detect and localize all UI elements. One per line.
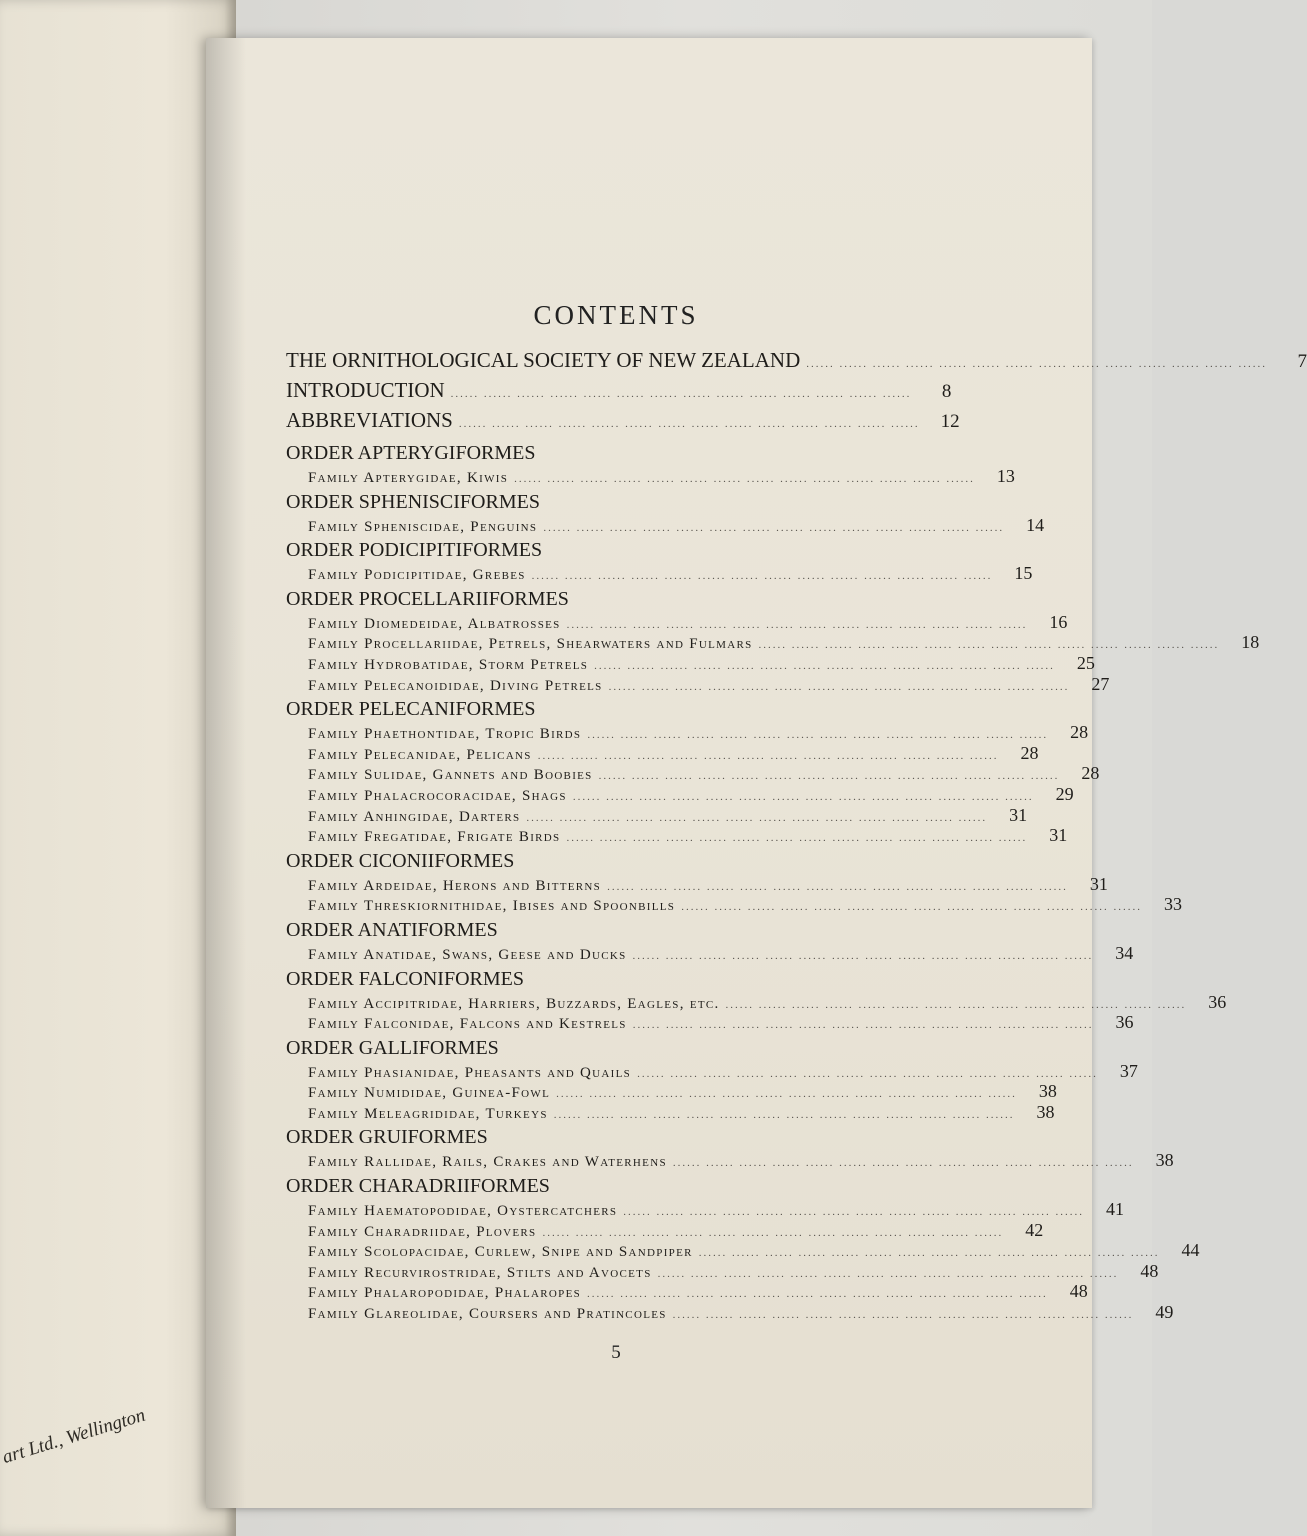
family-entry [286,1219,1044,1241]
family-entry-label: Family Podicipitidae, Grebes [308,567,526,584]
family-entry-page: 29 [1055,783,1074,804]
family-entry [286,942,1134,964]
order-group [286,1036,1138,1123]
family-entry-label: Family Diomedeidae, Albatrosses [308,615,561,632]
toc-entry [286,348,1307,378]
dot-leader: ...... ...... ...... ...... ...... ...... ...... ...... ...... ...... ...... ...... ...... ...... [553,1108,1015,1121]
dot-leader: ...... ...... ...... ...... ...... ...... ...... ...... ...... ...... ...... ...... ...... ...... [514,473,975,485]
family-entry-page: 38 [1036,1101,1055,1122]
family-entry-label: Family Haematopodidae, Oystercatchers [308,1203,618,1220]
dot-leader: ...... ...... ...... ...... ...... ...... ...... ...... ...... ...... ...... ...... ...... ...... [657,1267,1119,1280]
family-entry-page: 15 [1014,563,1033,584]
family-entry [286,873,1108,895]
page-title: CONTENTS [533,300,699,330]
family-entry-label: Family Scolopacidae, Curlew, Snipe and Sandpiper [308,1244,693,1261]
dot-leader: ...... ...... ...... ...... ...... ...... ...... ...... ...... ...... ...... ...... ...... ...... [637,1067,1098,1080]
family-entry [286,1281,1088,1302]
family-entry [286,722,1089,743]
family-entry-label: Family Falconidae, Falcons and Kestrels [308,1016,627,1033]
dot-leader: ...... ...... ...... ...... ...... ...... ...... ...... ...... ...... ...... ...... ...... ...... [758,639,1220,652]
family-entry [286,652,1095,674]
family-entry [286,466,1015,487]
dot-leader: ...... ...... ...... ...... ...... ...... ...... ...... ...... ...... ...... ...... ...... ...... [608,680,1070,693]
dot-leader: ...... ...... ...... ...... ...... ...... ...... ...... ...... ...... ...... ...... ...... ...... [556,1088,1017,1101]
family-entry-label: Family Hydrobatidae, Storm Petrels [308,656,589,673]
family-entry [286,1060,1138,1082]
dot-leader: ...... ...... ...... ...... ...... ...... ...... ...... ...... ...... ...... ...... ...... ...... [542,1226,1004,1239]
order-group [286,442,1015,487]
family-entry-page: 41 [1106,1199,1125,1220]
dot-leader: ...... ...... ...... ...... ...... ...... ...... ...... ...... ...... ...... ...... ...... ...... [632,949,1094,962]
family-entry-label: Family Numididae, Guinea-Fowl [308,1085,551,1102]
dot-leader: ...... ...... ...... ...... ...... ...... ...... ...... ...... ...... ...... ...... ...... ...... [566,618,1028,631]
family-entry [286,611,1068,633]
order-group [286,1175,1200,1323]
family-entry-label: Family Spheniscidae, Penguins [308,518,538,535]
order-heading-label: ORDER CICONIIFORMES [286,849,515,872]
family-entry-label: Family Anhingidae, Darters [308,808,521,825]
order-heading-label: ORDER SPHENISCIFORMES [286,490,540,513]
family-entry-label: Family Phalaropodidae, Phalaropes [308,1285,582,1302]
order-heading [286,850,946,874]
spine-shadow [206,38,246,1508]
dot-leader: ...... ...... ...... ...... ...... ...... ...... ...... ...... ...... ...... ...... ...... ...... [537,749,999,762]
order-heading-label: ORDER ANATIFORMES [286,918,498,941]
family-entry-label: Family Anatidae, Swans, Geese and Ducks [308,946,627,963]
family-entry [286,1150,1174,1171]
order-heading-label: ORDER CHARADRIIFORMES [286,1175,550,1198]
family-entry-label: Family Meleagrididae, Turkeys [308,1105,548,1122]
family-entry [286,632,1260,653]
family-entry-page: 37 [1119,1060,1138,1081]
family-entry-label: Family Sulidae, Gannets and Boobies [308,767,593,784]
family-entry-page: 44 [1181,1240,1200,1261]
toc-entry [286,378,952,408]
dot-leader: ...... ...... ...... ...... ...... ...... ...... ...... ...... ...... ...... ...... ...... ...... [632,1019,1094,1032]
family-entry [286,894,1182,915]
dot-leader: ...... ...... ...... ...... ...... ...... ...... ...... ...... ...... ...... ...... ...... ...... [698,1247,1160,1260]
page-number: 5 [611,1342,621,1363]
dot-leader: ...... ...... ...... ...... ...... ...... ...... ...... ...... ...... ...... ...... ...... ...... [572,790,1034,803]
order-heading [286,698,946,722]
top-entries [286,348,1307,438]
family-entry-page: 34 [1115,942,1134,963]
family-entry [286,1101,1055,1123]
order-heading-label: ORDER APTERYGIFORMES [286,442,536,464]
family-entry [286,1012,1134,1033]
family-entry [286,804,1028,826]
family-entry [286,763,1100,784]
family-entry [286,673,1110,695]
family-entry-page: 31 [1009,804,1028,825]
family-entry-label: Family Pelecanoididae, Diving Petrels [308,677,603,694]
dot-leader: ...... ...... ...... ...... ...... ...... ...... ...... ...... ...... ...... ...... ...... ...... [543,521,1005,534]
family-entry-page: 36 [1115,1012,1134,1033]
table-of-contents [286,348,1307,1323]
printer-imprint: art Ltd., Wellington [0,1404,148,1469]
family-entry-label: Family Fregatidae, Frigate Birds [308,829,561,846]
dot-leader: ...... ...... ...... ...... ...... ...... ...... ...... ...... ...... ...... ...... ...... ...... [806,358,1267,370]
toc-entry-label: INTRODUCTION [286,378,445,402]
family-entry [286,783,1074,805]
family-entry [286,1240,1200,1261]
family-entry [286,514,1045,536]
family-entry-label: Family Accipitridae, Harriers, Buzzards, Eagles, etc. [308,995,720,1012]
family-entry-label: Family Recurvirostridae, Stilts and Avocets [308,1264,652,1281]
family-entry-label: Family Apterygidae, Kiwis [308,470,509,486]
toc-entry [286,408,960,438]
toc-entry-label: ABBREVIATIONS [286,408,453,432]
contents-page [206,38,1307,1508]
family-entry-page: 48 [1140,1260,1159,1281]
order-heading [286,539,946,563]
dot-leader: ...... ...... ...... ...... ...... ...... ...... ...... ...... ...... ...... ...... ...... ...... [526,811,988,824]
family-entry-page: 31 [1089,873,1108,894]
order-heading [286,1126,946,1150]
dot-leader: ...... ...... ...... ...... ...... ...... ...... ...... ...... ...... ...... ...... ...... ...... [598,770,1060,783]
family-entry-label: Family Ardeidae, Herons and Bitterns [308,877,602,894]
family-entry [286,1302,1174,1323]
order-heading [286,919,946,943]
family-entry-page: 18 [1241,632,1260,653]
order-heading-label: ORDER PELECANIFORMES [286,698,536,721]
family-entry-page: 13 [996,466,1015,486]
order-heading [286,588,946,612]
order-heading [286,1037,946,1061]
family-entry-label: Family Rallidae, Rails, Crakes and Waterhens [308,1154,667,1171]
family-entry [286,742,1039,764]
family-entry-label: Family Phaethontidae, Tropic Birds [308,726,582,743]
family-entry-page: 38 [1155,1150,1174,1171]
dot-leader: ...... ...... ...... ...... ...... ...... ...... ...... ...... ...... ...... ...... ...... ...... [450,388,912,400]
order-heading [286,968,946,992]
family-entry-page: 14 [1026,514,1045,535]
family-entry-page: 31 [1049,825,1068,846]
family-entry-page: 33 [1163,894,1182,915]
dot-leader: ...... ...... ...... ...... ...... ...... ...... ...... ...... ...... ...... ...... ...... ...... [607,880,1068,893]
order-heading-label: ORDER PODICIPITIFORMES [286,539,543,562]
toc-entry-page: 12 [940,411,960,432]
dot-leader: ...... ...... ...... ...... ...... ...... ...... ...... ...... ...... ...... ...... ...... ...... [587,729,1049,742]
family-entry-label: Family Procellariidae, Petrels, Shearwaters and Fulmars [308,636,753,653]
order-group [286,698,1100,846]
family-entry-page: 16 [1049,611,1068,632]
dot-leader: ...... ...... ...... ...... ...... ...... ...... ...... ...... ...... ...... ...... ...... ...... [672,1309,1134,1322]
family-entry-page: 25 [1076,652,1095,673]
family-entry [286,1081,1057,1102]
order-group [286,1126,1174,1171]
order-group [286,587,1260,694]
toc-entry-label: THE ORNITHOLOGICAL SOCIETY OF NEW ZEALAND [286,348,801,372]
order-group [286,918,1134,964]
dot-leader: ...... ...... ...... ...... ...... ...... ...... ...... ...... ...... ...... ...... ...... ...... [587,1288,1048,1301]
dot-leader: ...... ...... ...... ...... ...... ...... ...... ...... ...... ...... ...... ...... ...... ...... [672,1157,1134,1170]
family-entry-page: 36 [1208,991,1227,1012]
dot-leader: ...... ...... ...... ...... ...... ...... ...... ...... ...... ...... ...... ...... ...... ...... [458,418,920,430]
family-entry-page: 28 [1081,763,1100,784]
order-heading [286,491,946,515]
family-entry-label: Family Charadriidae, Plovers [308,1223,537,1240]
family-entry-label: Family Phalacrocoracidae, Shags [308,787,567,804]
family-entry-label: Family Pelecanidae, Pelicans [308,746,532,763]
dot-leader: ...... ...... ...... ...... ...... ...... ...... ...... ...... ...... ...... ...... ...... ...... [566,832,1028,845]
family-entry [286,563,1033,584]
dot-leader: ...... ...... ...... ...... ...... ...... ...... ...... ...... ...... ...... ...... ...... ...... [594,659,1055,672]
order-heading-label: ORDER GRUIFORMES [286,1126,488,1149]
family-entry-page: 42 [1025,1219,1044,1240]
dot-leader: ...... ...... ...... ...... ...... ...... ...... ...... ...... ...... ...... ...... ...... ...... [531,570,993,583]
order-heading [286,442,946,466]
family-entry-page: 48 [1069,1281,1088,1302]
orders-list [286,442,1260,1323]
family-entry-page: 49 [1155,1302,1174,1323]
order-group [286,490,1045,536]
family-entry-label: Family Glareolidae, Coursers and Pratincoles [308,1306,667,1323]
order-group [286,539,1033,584]
family-entry [286,1199,1125,1220]
order-heading-label: ORDER PROCELLARIIFORMES [286,587,569,610]
family-entry-page: 38 [1038,1081,1057,1102]
order-group [286,967,1227,1033]
order-heading-label: ORDER FALCONIFORMES [286,967,524,990]
family-entry [286,1260,1159,1282]
family-entry-page: 28 [1020,742,1039,763]
left-page [0,0,236,1536]
toc-entry-page: 7 [1297,351,1307,372]
family-entry [286,825,1068,846]
dot-leader: ...... ...... ...... ...... ...... ...... ...... ...... ...... ...... ...... ...... ...... ...... [725,998,1187,1011]
family-entry-label: Family Threskiornithidae, Ibises and Spoonbills [308,898,676,915]
family-entry-page: 28 [1070,722,1089,743]
dot-leader: ...... ...... ...... ...... ...... ...... ...... ...... ...... ...... ...... ...... ...... ...... [681,901,1142,914]
family-entry [286,991,1227,1013]
order-group [286,849,1182,915]
toc-entry-page: 8 [941,381,952,402]
order-heading-label: ORDER GALLIFORMES [286,1036,499,1059]
order-heading [286,1175,946,1199]
dot-leader: ...... ...... ...... ...... ...... ...... ...... ...... ...... ...... ...... ...... ...... ...... [623,1206,1085,1219]
family-entry-page: 27 [1091,673,1110,694]
family-entry-label: Family Phasianidae, Pheasants and Quails [308,1064,632,1081]
